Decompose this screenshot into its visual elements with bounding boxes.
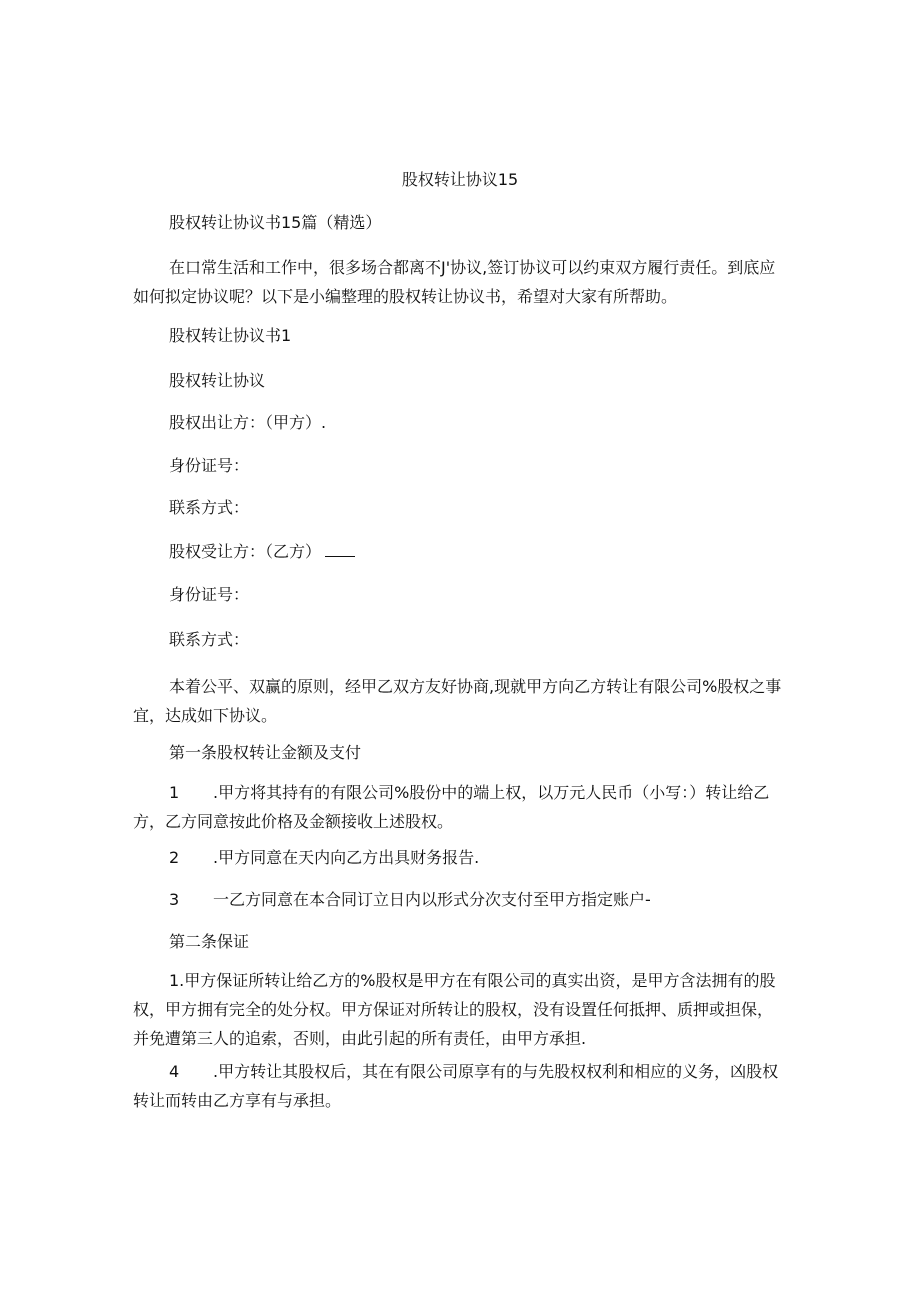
item-text: .甲方将其持有的有限公司%股份中的端上权，以万元人民币（小写：）转让给乙方，乙方同意按此价格及金额接收上述股权。: [133, 783, 770, 831]
article-heading: 第一条股权转让金额及支付: [169, 743, 362, 762]
contact-field: 联系方式：: [169, 498, 250, 517]
id-number-field: 身份证号：: [169, 456, 250, 475]
preamble-paragraph: 本着公平、双赢的原则，经甲乙双方友好协商,现就甲方向乙方转让有限公司%股权之事宜，达成如下协议。: [133, 677, 782, 725]
intro-paragraph: 在口常生活和工作中，很多场合都离不J'协议,签订协议可以约束双方履行责任。到底应如何拟定协议呢？以下是小编整理的股权转让协议书，希望对大家有所帮助。: [133, 258, 776, 306]
contact-field: 联系方式：: [169, 630, 250, 649]
article-item: [133, 778, 785, 836]
item-number: 3: [169, 890, 180, 909]
item-number: 4: [169, 1062, 180, 1081]
document-subtitle: 股权转让协议书15篇（精选）: [169, 213, 382, 232]
transferee-field: [133, 537, 785, 566]
article-heading: 第二条保证: [169, 932, 250, 951]
article-item: [133, 885, 785, 914]
agreement-title: 股权转让协议: [169, 371, 266, 390]
transferee-label: 股权受让方：（乙方）: [169, 542, 322, 561]
document-title: 股权转让协议15: [401, 170, 519, 189]
item-text: .甲方同意在天内向乙方出具财务报告.: [213, 848, 480, 867]
id-number-field: 身份证号：: [169, 585, 250, 604]
item-number: 2: [169, 848, 180, 867]
item-number: 1: [169, 783, 180, 802]
article-item: [133, 1057, 785, 1115]
fill-in-blank: [325, 542, 355, 557]
section-heading: 股权转让协议书1: [169, 326, 292, 345]
transferor-field: 股权出让方：（甲方）.: [169, 413, 327, 432]
item-text: .甲方转让其股权后，其在有限公司原享有的与先股权权利和相应的义务，凶股权转让而转由乙方享有与承担。: [133, 1062, 779, 1110]
article-item: [133, 843, 785, 872]
item-text: 一乙方同意在本合同订立日内以形式分次支付至甲方指定账户-: [213, 890, 651, 909]
article-item: 1.甲方保证所转让给乙方的%股权是甲方在有限公司的真实出资，是甲方含法拥有的股权，甲方拥有完全的处分权。甲方保证对所转让的股权，没有设置任何抵押、质押或担保，并免遭第三人的追索，否则，由此引起的所有责任，由甲方承担.: [133, 971, 776, 1048]
